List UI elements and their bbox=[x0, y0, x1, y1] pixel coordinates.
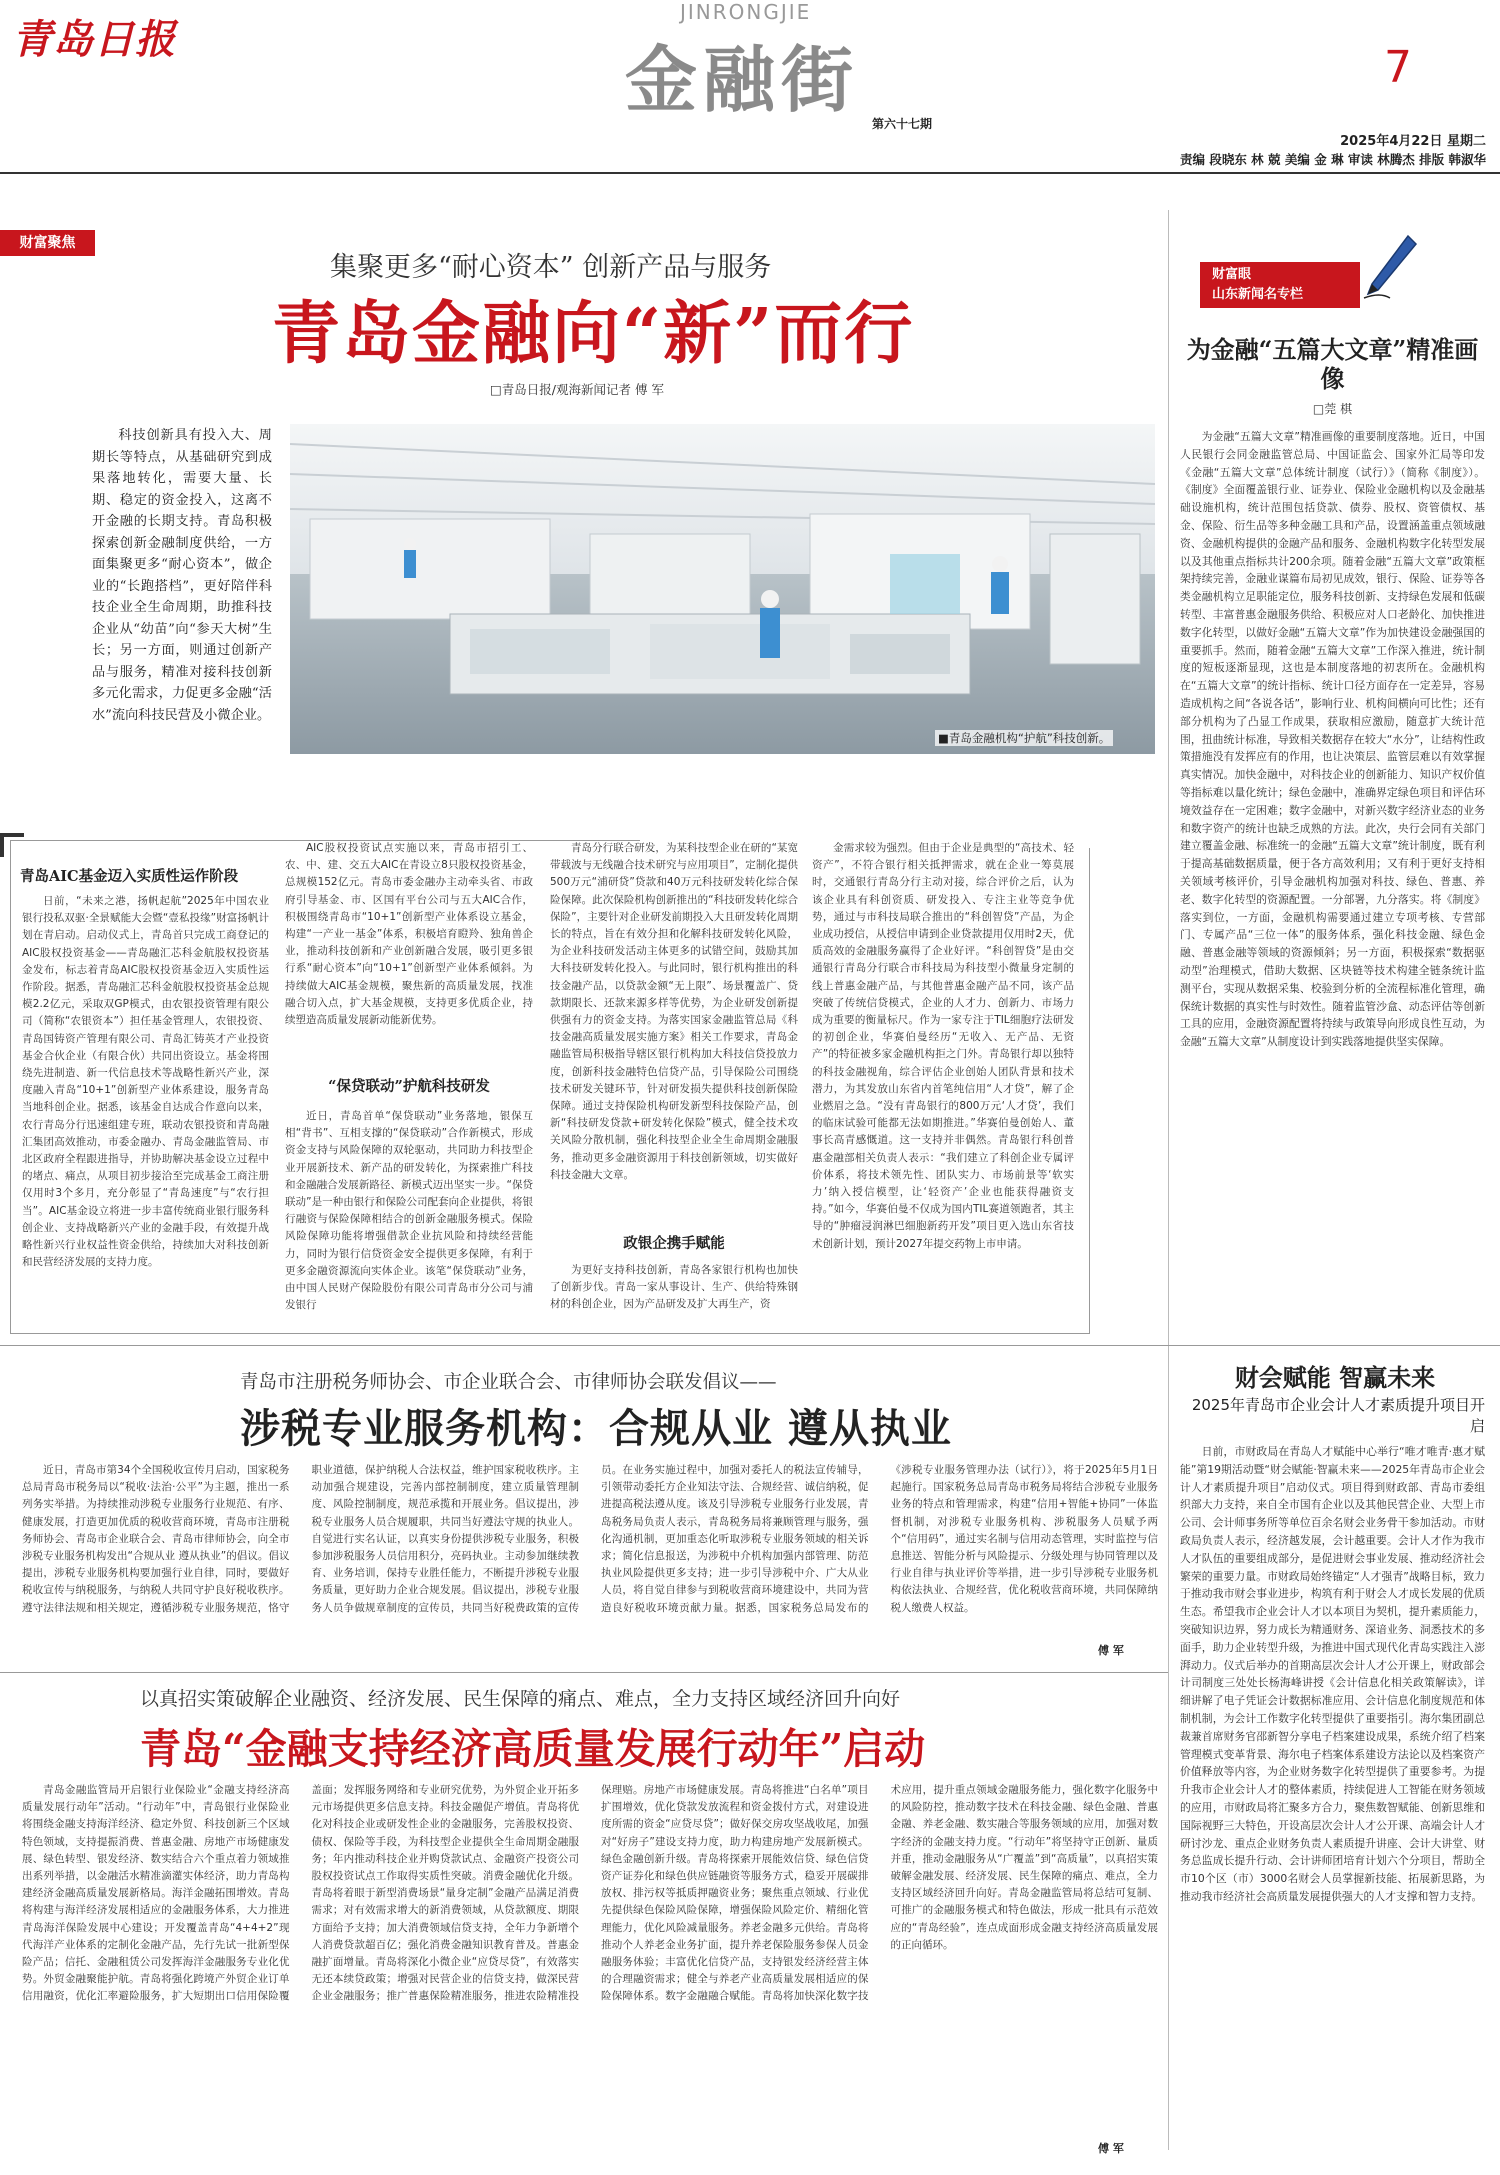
article-column-2a bbox=[285, 840, 533, 1068]
sidebar1-body bbox=[1180, 428, 1485, 1333]
column-tag-line2: 山东新闻名专栏 bbox=[1212, 287, 1304, 302]
sidebar2-title: 财会赋能 智赢未来 bbox=[1234, 1363, 1436, 1392]
tax-kicker: 青岛市注册税务师协会、市企业联合会、市律师协会联发倡议—— bbox=[240, 1372, 777, 1393]
sidebar1-bottom-rule bbox=[1168, 1345, 1500, 1346]
finance-byline: 傅 军 bbox=[1098, 2142, 1124, 2155]
article-lead bbox=[92, 425, 272, 870]
sidebar1-title: 为金融“五篇大文章”精准画像 bbox=[1186, 335, 1479, 393]
sidebar2-subtitle: 2025年青岛市企业会计人才素质提升项目开启 bbox=[1191, 1396, 1485, 1435]
article-column-3a bbox=[550, 840, 798, 1225]
sidebar2-body bbox=[1180, 1443, 1485, 2165]
column-tag-line1: 财富眼 bbox=[1212, 267, 1252, 282]
finance-body bbox=[22, 1782, 1158, 2157]
column-2a-text: AIC股权投资试点实施以来，青岛市招引工、农、中、建、交五大AIC在青设立8只股权投资基金，总规模152亿元。青岛市委金融办主动牵头省、市政府引导基金、市、区国有平台公司与五大AIC合作，积极围绕青岛市“10+1”创新型产业体系设立基金，构建“一产业一基金”体系，积极培育瞪羚、独角兽企业，推动科技创新和产业创新融合发展，吸引更多银行系“耐心资本”向“10+1”创新型产业体系倾斜。为持续做大AIC基金规模，聚焦新的高质量发展，找准融合切入点，扩大基金规模，支持更多优质企业，持续塑造高质量发展新动能新优势。 bbox=[285, 842, 533, 1027]
column-4-text: 金需求较为强烈。但由于企业是典型的“高技术、轻资产”，不符合银行相关抵押需求，就在企业一筹莫展时，交通银行青岛分行主动对接，综合评价之后，认为该企业具有科创资质、研发投入、专注主业等竞争优势，通过与市科技局联合推出的“科创智贷”产品，为企业成功授信，从授信申请到企业贷款提用仅用时2天，优质高效的金融服务赢得了企业好评。“科创智贷”是由交通银行青岛分行联合市科技局为科技型小微量身定制的线上普惠金融产品，与其他普惠金融产品不同，该产品突破了传统信贷模式，企业的人才力、创新力、市场力成为重要的衡量标尺。作为一家专注于TIL细胞疗法研发的初创企业，华赛伯曼经历“无收入、无产品、无资产”的特征被多家金融机构拒之门外。青岛银行却以独特的科技金融视角，综合评估企业创始人团队背景和技术潜力，为其发放山东省内首笔纯信用“人才贷”，解了企业燃眉之急。“没有青岛银行的800万元‘人才贷’，我们的临床试验可能都无法如期推进。”华赛伯曼创始人、董事长高青感慨道。这一支持并非偶然。青岛银行科创普惠金融部相关负责人表示：“我们建立了科创企业专属评价体系，将技术领先性、团队实力、市场前景等‘软实力’纳入授信模型，让‘轻资产’企业也能获得融资支持。”如今，华赛伯曼不仅成为国内TIL赛道领跑者，其主导的“肿瘤浸润淋巴细胞新药开发”项目更入选山东省技术创新计划，预计2027年提交药物上市申请。 bbox=[812, 842, 1074, 1250]
sidebar-divider bbox=[1168, 210, 1169, 2150]
finance-body-text: 青岛金融监管局开启银行业保险业“金融支持经济高质量发展行动年”活动。“行动年”中，青岛银行业保险业将围绕金融支持海洋经济、稳定外贸、科技创新三个区域特色领域，支持提振消费、普惠金融、房地产市场健康发展、绿色转型、银发经济、数实结合六个重点着力领域推出系列举措，以金融活水精准滴灌实体经济，助力青岛构建经济金融高质量发展新格局。海洋金融拓围增效。青岛将构建与海洋经济发展相适应的金融服务体系，大力推进青岛海洋保险发展中心建设；开发覆盖青岛“4+4+2”现代海洋产业体系的定制化金融产品，先行先试一批新型保险产品；信托、金融租赁公司发挥海洋金融服务专业化优势。外贸金融聚能护航。青岛将强化跨境产外贸企业订单信用融资，优化汇率避险服务，扩大短期出口信用保险覆盖面；发挥服务网络和专业研究优势，为外贸企业开拓多元市场提供更多信息支持。科技金融促产增值。青岛将优化对科技企业或研发性企业的金融服务，完善股权投资、债权、保险等手段，为科技型企业提供全生命周期金融服务；年内推动科技企业并购贷款试点、金融资产投资公司股权投资试点工作取得实质性突破。消费金融优化升级。青岛将着眼于新型消费场景“量身定制”金融产品满足消费需求；对有效需求增大的新消费领域，从贷款额度、期限方面给予支持；加大消费领域信贷支持，全年力争新增个人消费贷款超百亿；强化消费金融知识教育普及。普惠金融扩面增量。青岛将深化小微企业“应贷尽贷”，有效落实无还本续贷政策；增强对民营企业的信贷支持，做深民营企业金融服务；推广普惠保险精准服务，推进农险精准投保理赔。房地产市场健康发展。青岛将推进“白名单”项目扩围增效，优化贷款发放流程和资金拨付方式，对建设进度所需的资金“应贷尽贷”；做好保交房攻坚战收尾，加强对“好房子”建设支持力度，助力构建房地产发展新模式。绿色金融创新升级。青岛将探索开展能效信贷、绿色信贷资产证券化和绿色供应链融资等服务方式，稳妥开展碳排放权、排污权等抵质押融资业务；聚焦重点领域、行业优先提供绿色保险风险保障，增强保险风险定价、精细化管理能力，优化风险减量服务。养老金融多元供给。青岛将推动个人养老金业务扩面，提升养老保险服务参保人员金融服务体验；丰富优化信贷产品，支持银发经济经营主体的合理融资需求；健全与养老产业高质量发展相适应的保险保障体系。数字金融融合赋能。青岛将加快深化数字技术应用，提升重点领域金融服务能力，强化数字化服务中的风险防控，推动数字技术在科技金融、绿色金融、普惠金融、养老金融、数实融合等服务领域的应用，加强对数字经济的金融支持力度。“行动年”将坚持守正创新、量质并重，推动金融服务从“广覆盖”到“高质量”，以真招实策破解金融发展、经济发展、民生保障的痛点、难点，全力支持区域经济回升向好。青岛金融监管局将总结可复制、可推广的金融服务模式和特色做法，形成一批具有示范效应的“青岛经验”，连点成面形成金融支持经济高质量发展的正向循环。 bbox=[22, 1784, 1158, 2003]
section-pinyin: JINRONGJIE bbox=[680, 0, 812, 24]
photo-caption: ■青岛金融机构“护航”科技创新。 bbox=[935, 730, 1113, 746]
column-tag bbox=[1200, 262, 1360, 308]
masthead-rule bbox=[0, 172, 1500, 174]
finance-headline: 青岛“金融支持经济高质量发展行动年”启动 bbox=[140, 1725, 926, 1773]
pen-icon-drawing bbox=[1360, 232, 1420, 302]
finance-kicker: 以真招实策破解企业融资、经济发展、民生保障的痛点、难点，全力支持区域经济回升向好 bbox=[140, 1688, 901, 1710]
aic-box-corner bbox=[0, 833, 24, 857]
article-kicker: 集聚更多“耐心资本” 创新产品与服务 bbox=[330, 252, 772, 283]
finance-top-rule bbox=[0, 1672, 1168, 1673]
subhead-aic-fund: 青岛AIC基金迈入实质性运作阶段 bbox=[20, 868, 239, 885]
section-title: 金融街 bbox=[625, 37, 860, 122]
article-column-2b bbox=[285, 1108, 533, 1328]
editors-line: 责编 段晓东 林 兢 美编 金 琳 审读 林腾杰 排版 韩淑华 bbox=[1179, 152, 1486, 167]
sidebar2-text: 日前，市财政局在青岛人才赋能中心举行“唯才唯青·惠才赋能”第19期活动暨“财会赋能·智赢未来——2025年青岛市企业会计人才素质提升项目”启动仪式。项目得到财政部、青岛市委组织部大力支持，来自全市国有企业以及其他民营企业、大型上市公司、会计师事务所等单位百余名财会业务骨干参加活动。市财政局负责人表示，经济越发展，会计越重要。会计人才作为我市人才队伍的重要组成部分，是促进财会事业发展、推动经济社会繁荣的重要力量。市财政局始终锚定“人才强青”战略目标，致力于推动我市财会事业进步，构筑有利于财会人才成长发展的优质生态。希望我市企业会计人才以本项目为契机，提升素质能力，突破知识边界，努力成长为精通财务、深谙业务、洞悉技术的多面手，助力企业转型升级，为推进中国式现代化青岛实践注入澎湃动力。仪式后举办的首期高层次会计人才公开课上，财政部会计司制度三处处长杨海峰讲授《会计信息化相关政策解读》，详细讲解了电子凭证会计数据标准应用、会计信息化制度规范和体制机制，为会计工作数字化转型提供了重要指引。海尔集团副总裁兼首席财务官邵新智分享电子档案建设成果，系统介绍了档案管理模式变革背景、海尔电子档案体系建设方法论以及档案资产价值释放等内容，为企业财务数字化转型提供了重要参考。为提升我市企业会计人才的整体素质，持续促进人工智能在财务领域的应用，市财政局将汇聚多方合力，聚焦数智赋能、创新思维和国际视野三大特色，开设高层次会计人才公开课、高端会计人才研讨沙龙、重点企业财务负责人素质提升讲座、会计大讲堂、财务总监成长提升行动、会计讲师团培育计划六个分项目，帮助全市10个区（市）3000名财会人员掌握新技能、拓展新思路，为推动我市经济社会高质量发展提供强大的人才支撑和智力支持。 bbox=[1180, 1445, 1485, 1903]
tax-body-text: 近日，青岛市第34个全国税收宣传月启动，国家税务总局青岛市税务局以“税收·法治·公平”为主题，推出一系列务实举措。为持续推动涉税专业服务行业规范、有序、健康发展，打造更加优质的税收营商环境，青岛市注册税务师协会、青岛市企业联合会、青岛市律师协会，向全市涉税专业服务机构发出“合规从业 遵从执业”的倡议。倡议提出，涉税专业服务机构要加强行业自律，同时，要做好税收宣传与纳税服务，与纳税人共同守护良好税收秩序。遵守法律法规和相关规定，遵循涉税专业服务规范，恪守职业道德，保护纳税人合法权益，维护国家税收秩序。主动加强合规建设，完善内部控制制度，建立质量管理制度、风险控制制度，规范承揽和开展业务。倡议提出，涉税专业服务人员合规履职，共同当好遵法守规的执业人。自觉进行实名认证，以真实身份提供涉税专业服务，积极参加涉税服务人员信用积分，亮码执业。主动参加继续教育、业务培训，保持专业胜任能力，不断提升涉税专业服务质量，更好助力企业合规发展。倡议提出，涉税专业服务人员争做规章制度的宣传员，共同当好税费政策的宣传员。在业务实施过程中，加强对委托人的税法宣传辅导，引领带动委托方企业知法守法、合规经营、诚信纳税，促进提高税法遵从度。该及引导涉税专业服务行业发展，青岛税务局负责人表示，青岛税务局将兼顾管理与服务，强化沟通机制，更加重态化听取涉税专业服务领域的相关诉求；简化信息报送，为涉税中介机构加强内部管理、防范执业风险提供更多支持；进一步引导涉税中介、广大从业人员，将自觉自律参与到税收营商环境建设中，共同为营造良好税收环境贡献力量。据悉，国家税务总局发布的《涉税专业服务管理办法（试行）》，将于2025年5月1日起施行。国家税务总局青岛市税务局将结合涉税专业服务业务的特点和管理需求，构建“信用+智能+协同”一体监督机制，对涉税专业服务机构、涉税服务人员赋予两个“信用码”，通过实名制与信用动态管理，实时监控与信息推送、智能分析与风险提示、分级处理与协同管理以及行业自律与执业评价等举措，进一步引导涉税专业服务机构依法执业、合规经营，优化税收营商环境，共同保障纳税人缴费人权益。 bbox=[22, 1464, 1158, 1614]
sidebar1-text: 为金融“五篇大文章”精准画像的重要制度落地。近日，中国人民银行会同金融监管总局、中国证监会、国家外汇局等印发《金融“五篇大文章”总体统计制度（试行）》（简称《制度》）。《制度》全面覆盖银行业、证券业、保险业金融机构以及金融基础设施机构，统计范围包括贷款、债券、股权、资管债权、基金、保险、衍生品等多种金融工具和产品，设置涵盖重点领域融资、金融机构提供的金融产品和服务、金融机构数字化转型发展以及其他重点指标共计200余项。随着金融“五篇大文章”政策框架持续完善，金融业谋篇布局初见成效，银行、保险、证券等各类金融机构立足职能定位，服务科技创新、支持绿色发展和低碳转型、丰富普惠金融服务供给、积极应对人口老龄化、加快推进数字化转型，以做好金融“五篇大文章”作为加快建设金融强国的重要抓手。然而，随着金融“五篇大文章”工作深入推进，统计制度的短板逐渐显现，这也是本制度落地的初衷所在。金融机构在“五篇大文章”的统计指标、统计口径方面存在一定差异，容易造成机构之间“各说各话”，影响行业、机构间横向可比性；还有部分机构为了凸显工作成果，获取相应激励，随意扩大统计范围，扭曲统计标准，导致相关数据存在较大“水分”，让结构性政策措施没有发挥应有的作用，也让决策层、监管层难以有效掌握真实情况。加快金融中，对科技企业的创新能力、知识产权价值等指标难以量化统计；绿色金融中，准确界定绿色项目和评估环境效益存在一定困难；数字金融中，对新兴数字经济业态的业务和数字资产的统计也缺乏成熟的方法。此次，央行会同有关部门建立覆盖金融、标准统一的金融“五篇大文章”统计制度，既有利于提高基础数据质量，便于各方高效利用；又有利于更好支持相关领域考核评价，引导金融机构加强对科技、绿色、普惠、养老、数字化转型的资源配置。一分部署，九分落实。将《制度》落实到位，一方面，金融机构需要通过建立专项考核、专营部门、专属产品“三位一体”的服务体系，强化科技金融、绿色金融、普惠金融等领域的资源倾斜；另一方面，积极探索“数据驱动型”治理模式，借助大数据、区块链等技术构建全链条统计监测平台，实现从数据采集、校验到分析的全流程标准化管理，确保统计数据的真实性与时效性。随着监管沙盒、动态评估等创新工具的应用，金融资源配置将持续与政策导向形成良性互动，为金融“五篇大文章”从制度设计到实践落地提供坚实保障。 bbox=[1180, 430, 1485, 1049]
tax-top-rule bbox=[0, 1345, 1168, 1346]
pen-icon bbox=[1360, 232, 1420, 306]
subhead-guarantee-loan: “保贷联动”护航科技研发 bbox=[328, 1078, 490, 1095]
tax-body bbox=[22, 1462, 1158, 1657]
article-column-1 bbox=[22, 893, 269, 1323]
issue-date: 2025年4月22日 星期二 bbox=[1340, 134, 1486, 149]
sidebar1-author: □莞 棋 bbox=[1312, 402, 1353, 416]
article-headline: 青岛金融向“新”而行 bbox=[272, 294, 915, 374]
column-1-text: 日前，“未来之港，扬帆起航”2025年中国农业银行投私双驱·全景赋能大会暨“壹私投缘”财富扬帆计划在青启动。启动仪式上，青岛首只完成工商登记的AIC股权投资基金——青岛融汇芯科金航股权投资基金发布，标志着青岛AIC股权投资基金迈入实质性运作阶段。据悉，青岛融汇芯科金航股权投资基金总规模2.2亿元，采取双GP模式，由农银投资管理有限公司（简称“农银资本”）担任基金管理人，农银投资、青岛国铸资产管理有限公司、青岛汇铸英才产业投资基金合伙企业（有限合伙）共同出资设立。基金将围绕先进制造、新一代信息技术等战略性新兴产业，深度融入青岛“10+1”创新型产业体系建设，服务青岛当地科创企业。据悉，该基金自达成合作意向以来，农行青岛分行迅速组建专班，联动农银投资和青岛融汇集团高效推动，市委金融办、青岛金融监管局、市北区政府全程跟进指导，并协助解决基金设立过程中的堵点、痛点，从项目初步接洽至完成基金工商注册仅用时3个多月，充分彰显了“青岛速度”与“农行担当”。AIC基金设立将进一步丰富传统商业银行服务科创企业、支持战略新兴产业的金融手段，有效提升战略性新兴行业权益性资金供给，持续加大对科技创新和民营经济发展的支持力度。 bbox=[22, 895, 269, 1269]
subhead-gov-bank: 政银企携手赋能 bbox=[623, 1235, 725, 1252]
tax-byline: 傅 军 bbox=[1098, 1644, 1124, 1657]
lead-paragraph: 科技创新具有投入大、周期长等特点，从基础研究到成果落地转化，需要大量、长期、稳定的资金投入，这离不开金融的长期支持。青岛积极探索创新金融制度供给，一方面集聚更多“耐心资本”，做企业的“长跑搭档”，更好陪伴科技企业全生命周期，助推科技企业从“幼苗”向“参天大树”生长；另一方面，则通过创新产品与服务，精准对接科技创新多元化需求，力促更多金融“活水”流向科技民营及小微企业。 bbox=[92, 428, 272, 723]
issue-label: 第六十七期 bbox=[872, 117, 933, 131]
column-2b-text: 近日，青岛首单“保贷联动”业务落地，银保互相“背书”、互相支撑的“保贷联动”合作新模式，形成资金支持与风险保障的双轮驱动，共同助力科技型企业开展新技术、新产品的研发转化，为探索推广科技和金融融合发展新路径、新模式迈出坚实一步。“保贷联动”是一种由银行和保险公司配套向企业提供，将银行融资与保险保障相结合的创新金融服务模式。保险风险保障功能将增强借款企业抗风险和持续经营能力，同时为银行信贷资金安全提供更多保障，有利于更多金融资源流向实体企业。该笔“保贷联动”业务，由中国人民财产保险股份有限公司青岛市分公司与浦发银行 bbox=[285, 1110, 533, 1312]
factory-photo bbox=[290, 424, 1155, 754]
column-3a-text: 青岛分行联合研发，为某科技型企业在研的“某宽带载波与无线融合技术研究与应用项目”，定制化提供500万元“浦研贷”贷款和40万元科技研发转化综合保险保障。此次保险机构创新推出的“科技研发转化综合保险”，主要针对企业研发前期投入大且研发转化周期长的特点，旨在有效分担和化解科技研发转化风险，为企业科技研发活动主体更多的试错空间，鼓励其加大科技研发转化投入。与此同时，银行机构推出的科技金融产品，以贷款金额“无上限”、场景覆盖广、贷款期限长、还款来源多样等优势，为企业研发创新提供强有力的资金支持。为落实国家金融监管总局《科技金融高质量发展实施方案》相关工作要求，青岛金融监管局积极指导辖区银行机构加大科技信贷投放力度，创新科技金融特色信贷产品，引导保险公司围绕技术研发关键环节，针对研发损失提供科技创新保险保障。通过支持保险机构研发新型科技保险产品，创新“科技研发贷款+研发转化保险”模式，健全技术攻关风险分散机制，强化科技型企业全生命周期金融服务，推动更多金融资源用于科技创新领域，切实做好科技金融大文章。 bbox=[550, 842, 798, 1181]
newspaper-logo: 青岛日报 bbox=[12, 16, 176, 63]
article-byline: □青岛日报/观海新闻记者 傅 军 bbox=[490, 382, 664, 397]
page-number: 7 bbox=[1384, 42, 1412, 93]
factory-photo-drawing bbox=[290, 424, 1155, 754]
article-column-3b bbox=[550, 1262, 798, 1328]
article-column-4 bbox=[812, 840, 1074, 1328]
column-3b-text: 为更好支持科技创新，青岛各家银行机构也加快了创新步伐。青岛一家从事设计、生产、供给特殊钢材的科创企业，因为产品研发及扩大再生产，资 bbox=[550, 1264, 798, 1311]
section-tag: 财富聚焦 bbox=[0, 230, 95, 256]
tax-headline: 涉税专业服务机构：合规从业 遵从执业 bbox=[240, 1405, 952, 1452]
